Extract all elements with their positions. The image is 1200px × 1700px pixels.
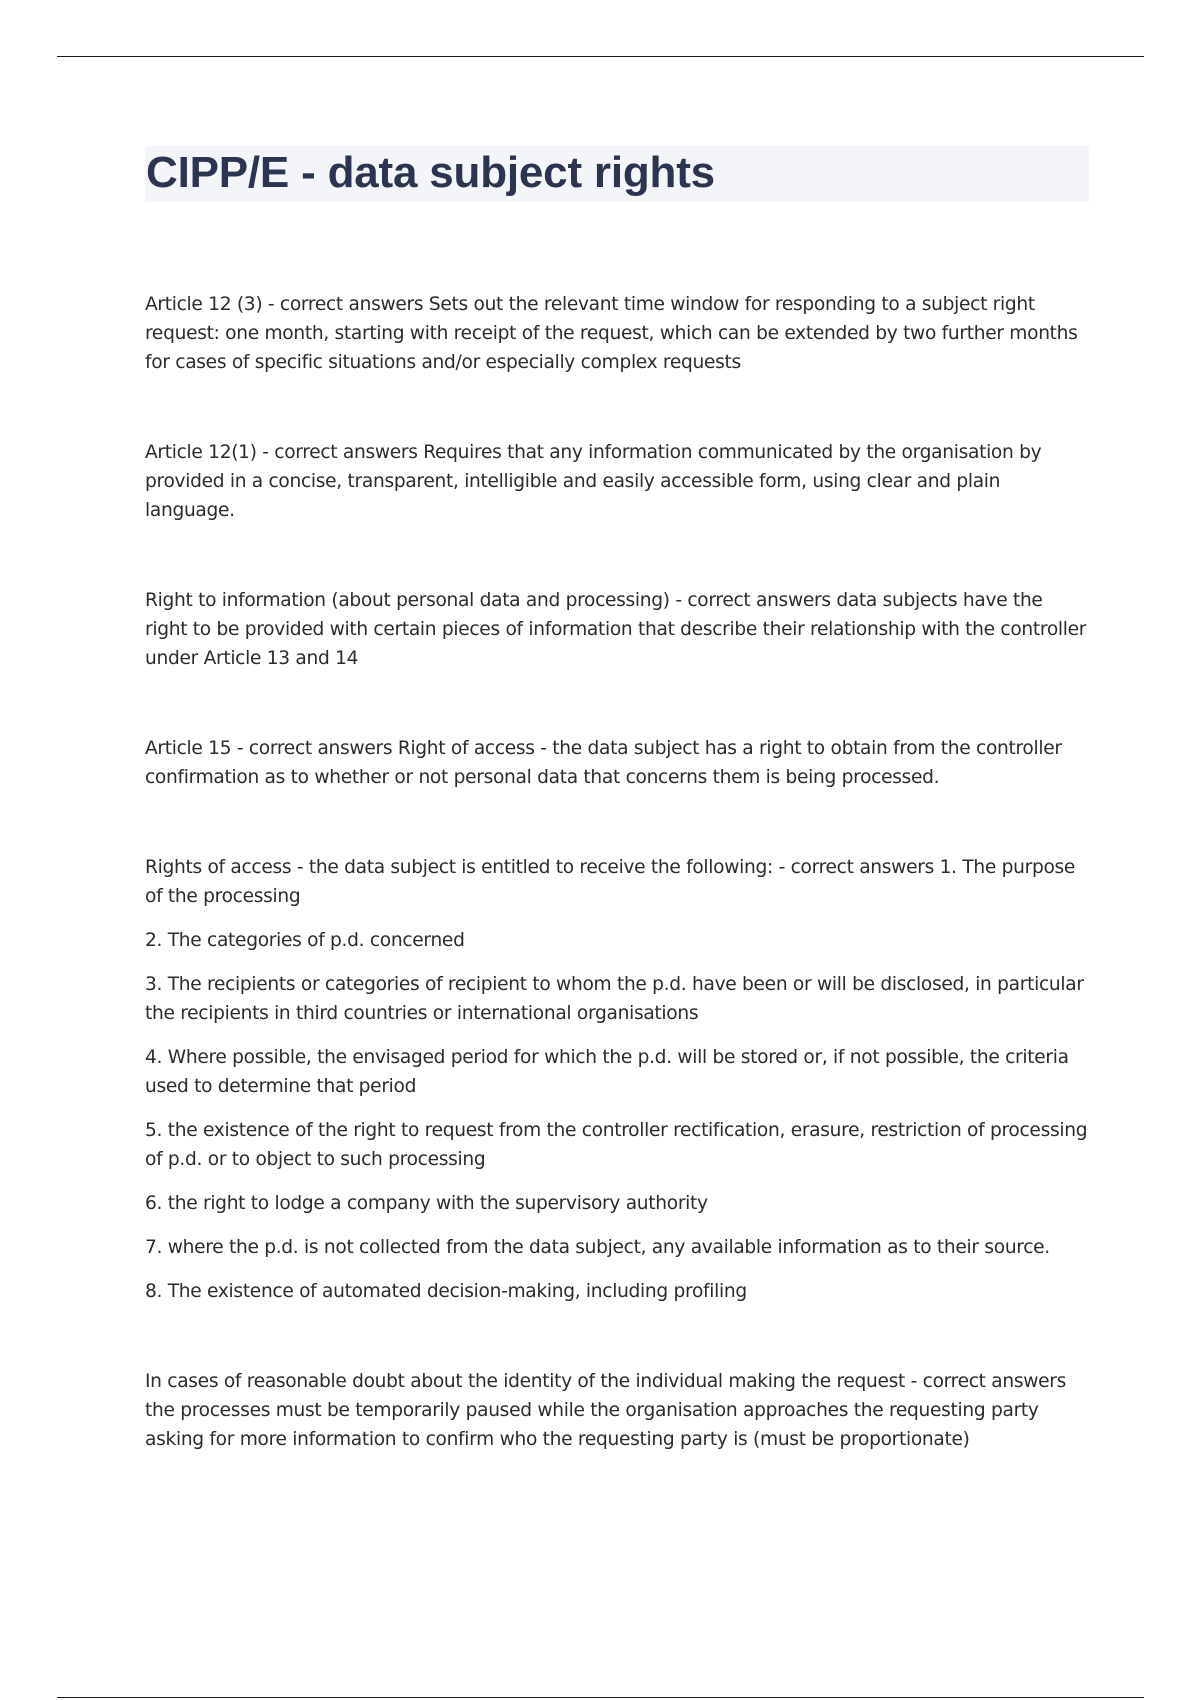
- list-item: 4. Where possible, the envisaged period for which the p.d. will be stored or, if not possible, the criteria used to determine that period: [145, 1047, 1069, 1097]
- bottom-rule: [57, 1697, 1144, 1698]
- qa-text: Article 12 (3) - correct answers Sets out the relevant time window for responding to a subject right request: one month, starting with receipt of the request, which can be extended by two further months for cases of specific situations and/or especially complex requests: [145, 294, 1078, 373]
- list-item: 5. the existence of the right to request from the controller rectification, erasure, restriction of processing of p.d. or to object to such processing: [145, 1120, 1088, 1170]
- qa-entry-article-12-3: [145, 290, 1090, 377]
- list-item: 6. the right to lodge a company with the supervisory authority: [145, 1193, 708, 1214]
- list-item: 2. The categories of p.d. concerned: [145, 930, 465, 951]
- qa-text: Rights of access - the data subject is entitled to receive the following: - correct answers 1. The purpose of the processing: [145, 857, 1076, 907]
- document-body: [145, 290, 1090, 1515]
- qa-entry-identity-doubt: [145, 1367, 1090, 1454]
- list-item: 8. The existence of automated decision-making, including profiling: [145, 1281, 747, 1302]
- list-item: 7. where the p.d. is not collected from the data subject, any available information as to their source.: [145, 1237, 1050, 1258]
- list-item: 3. The recipients or categories of recipient to whom the p.d. have been or will be disclosed, in particular the recipients in third countries or international organisations: [145, 974, 1084, 1024]
- qa-text: Article 12(1) - correct answers Requires that any information communicated by the organisation by provided in a concise, transparent, intelligible and easily accessible form, using clear and plain language.: [145, 442, 1042, 521]
- top-rule: [57, 56, 1144, 57]
- qa-entry-article-15: [145, 734, 1090, 792]
- qa-entry-right-to-information: [145, 586, 1090, 673]
- qa-entry-article-12-1: [145, 438, 1090, 525]
- document-title: CIPP/E - data subject rights: [146, 148, 715, 197]
- qa-text: Article 15 - correct answers Right of access - the data subject has a right to obtain from the controller confirmation as to whether or not personal data that concerns them is being processed.: [145, 738, 1062, 788]
- qa-text: In cases of reasonable doubt about the identity of the individual making the request - correct answers the processes must be temporarily paused while the organisation approaches the requesting party asking for more information to confirm who the requesting party is (must be proportionate): [145, 1371, 1067, 1450]
- qa-entry-rights-of-access: [145, 853, 1090, 1306]
- qa-text: Right to information (about personal data and processing) - correct answers data subjects have the right to be provided with certain pieces of information that describe their relationship with the controller under Article 13 and 14: [145, 590, 1087, 669]
